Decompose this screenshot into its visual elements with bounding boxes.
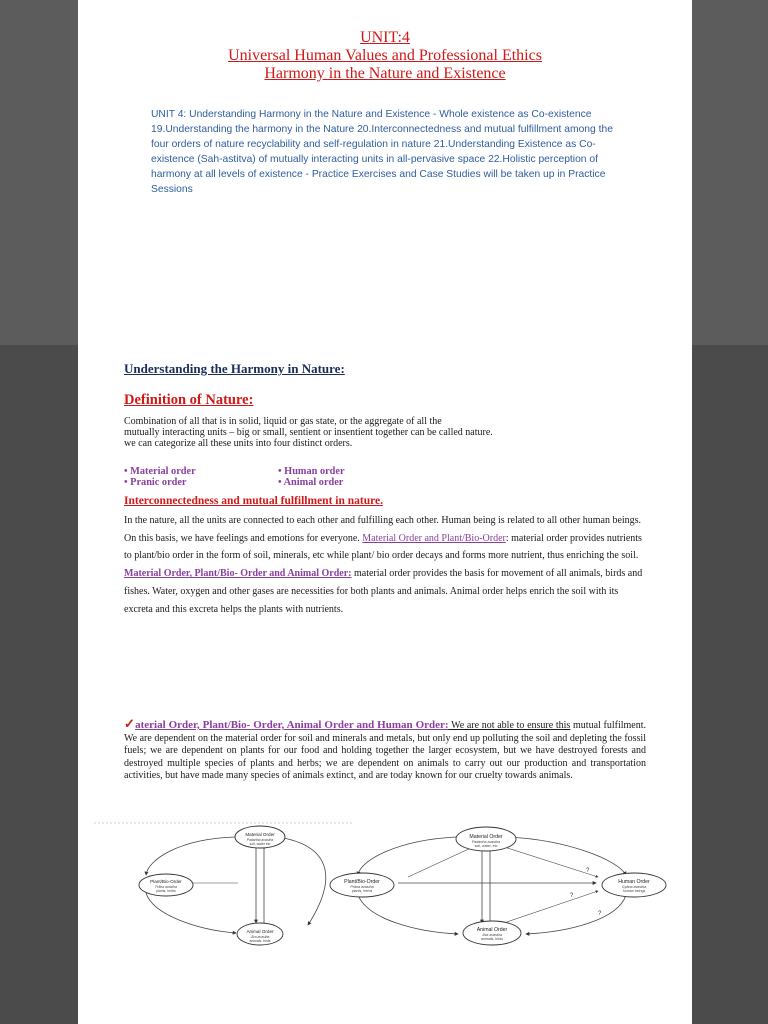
diagram-right (330, 827, 666, 945)
definition-heading: Definition of Nature: (124, 392, 254, 408)
order-pranic: • Pranic order (124, 477, 187, 488)
right-material-title: Material Order (469, 834, 503, 840)
interconnect-heading: Interconnectedness and mutual fulfillment in nature. (124, 495, 383, 507)
interconnect-body (124, 512, 644, 618)
definition-line: we can categorize all these units into four distinct orders. (124, 438, 353, 449)
document-page (78, 0, 692, 1024)
left-material-sub2: soil, water etc (249, 842, 271, 846)
order-material: • Material order (124, 466, 196, 477)
four-orders-label: aterial Order, Plant/Bio- Order, Animal Order and Human Order: (135, 719, 449, 731)
interconnect-text: In the nature, all the units are connected to each other and fulfilling each other. Human being is related to all other human beings. On this basis, we have feelings and emotions for everyone. (124, 515, 642, 544)
course-title: Universal Human Values and Professional Ethics (228, 47, 542, 64)
left-animal-sub2: animals, birds (249, 939, 271, 943)
orders-diagrams (78, 815, 692, 955)
left-plant-sub1: Prāna avastha (155, 885, 177, 889)
right-material-sub1: Padartha avastha (471, 840, 501, 844)
order-animal: • Animal order (278, 477, 344, 488)
right-human-title: Human Order (618, 879, 650, 885)
left-plant-sub2: plants, herbs (156, 889, 176, 893)
right-plant-title: Plant/Bio-Order (344, 879, 380, 885)
definition-line: Combination of all that is in solid, liquid or gas state, or the aggregate of all the (124, 416, 442, 427)
right-animal-sub2: animals, birds (480, 937, 504, 941)
right-plant-sub2: plants, herbs (351, 889, 373, 893)
right-material-sub2: soil, water, etc (474, 844, 498, 848)
syllabus-text: UNIT 4: Understanding Harmony in the Nature and Existence - Whole existence as Co-existence 19.Understanding the harmony in the Nature 20.Interconnectedness and mutual fulfillment among the four orders of nature recyclability and self-regulation in nature 21.Understanding Existence as Co-existence (Sah-astitva) of mutually interacting units in all-pervasive space 22.Holistic perception of harmony at all levels of existence - Practice Exercises and Case Studies will be taken up in Practice Sessions (151, 109, 613, 195)
material-plant-animal-text: material order provides the basis for movement of all animals, birds and fishes. Water, oxygen and other gases are necessities for both plants and animals. Animal order helps enrich the soil with its excreta and this excreta helps the plants with nutrients. (124, 568, 643, 615)
right-plant-sub1: Prāna avastha (350, 885, 374, 889)
four-orders-paragraph (124, 718, 646, 783)
check-mark-icon: ✓ (124, 716, 136, 731)
diagram-left (139, 826, 326, 945)
left-material-title: Material Order (245, 832, 275, 837)
right-human-sub2: human beings (622, 889, 646, 893)
right-q3: ? (598, 911, 602, 917)
left-material-sub1: Padartha avastha (246, 838, 274, 842)
four-orders-text: mutual fulfilment. We are dependent on the material order for soil and minerals and metals, but only end up polluting the soil and depleting the fossil fuels; we are dependent on plants for our food and holding together the larger ecosystem, but we have destroyed forests and destroyed multiple species of plants and herbs; we are dependent on animals to carry out our production and transportation activities, but have made many species of animals extinct, and are today known for our cruelty towards animals. (124, 720, 646, 782)
left-animal-sub1: Jīva avastha (250, 935, 270, 939)
material-plant-label: Material Order and Plant/Bio-Order (362, 532, 506, 544)
four-orders-lead: We are not able to ensure this (448, 720, 571, 731)
right-human-sub1: Gyāna avastha (621, 885, 647, 889)
material-plant-text: : material order provides nutrients to plant/bio order in the form of soil, minerals, etc while plant/ bio order decays and forms more nutrient, thus enriching the soil. (124, 532, 642, 562)
right-q1: ? (586, 868, 590, 874)
left-plant-title: Plant/Bio-Order (150, 879, 182, 884)
order-human: • Human order (278, 466, 345, 477)
right-animal-title: Animal Order (476, 927, 508, 933)
left-animal-title: Animal Order (246, 929, 274, 934)
right-q2: ? (570, 893, 574, 899)
definition-line: mutually interacting units – big or small, sentient or insentient together can be called nature. (124, 427, 493, 438)
topic-title: Harmony in the Nature and Existence (264, 65, 506, 82)
material-plant-animal-label: Material Order, Plant/Bio- Order and Animal Order: (124, 568, 352, 580)
unit-title: UNIT:4 (360, 29, 410, 46)
right-animal-sub1: Jīva avastha (482, 933, 502, 937)
section-heading: Understanding the Harmony in Nature: (124, 361, 345, 376)
